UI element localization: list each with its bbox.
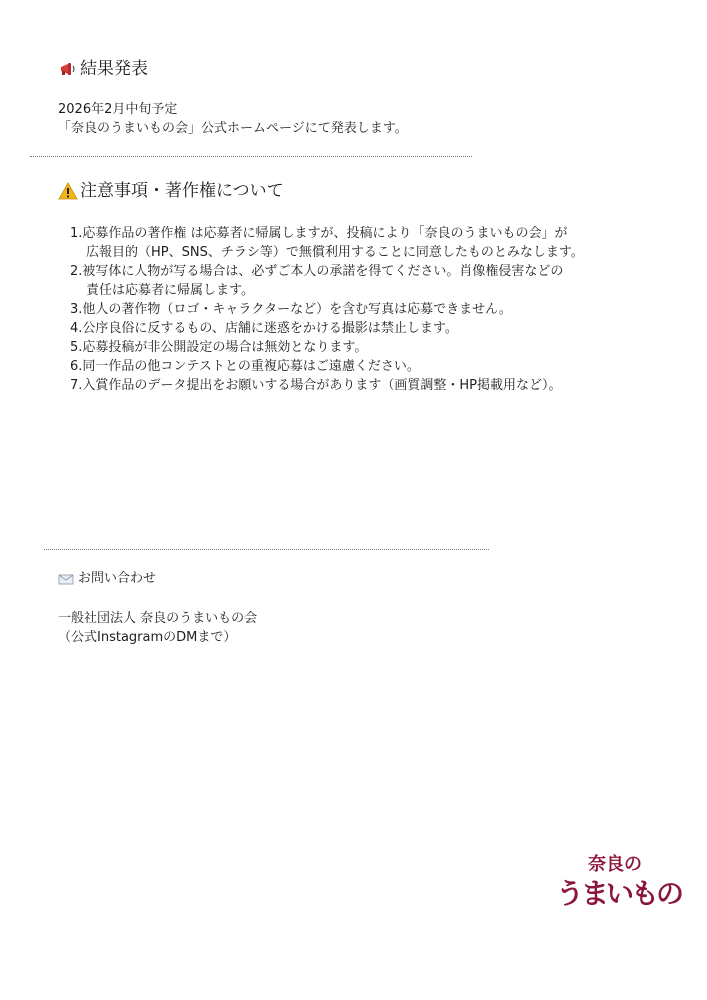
list-item-continuation: 広報目的（HP、SNS、チラシ等）で無償利用することに同意したものとみなします。 [86,245,584,260]
results-title: 結果発表 [80,59,148,79]
results-date: 2026年2月中旬予定 [58,102,178,117]
contact-heading [58,569,156,588]
notes-heading [58,180,284,202]
list-item-text: 1.応募作品の著作権 は応募者に帰属しますが、投稿により「奈良のうまいもの会」が [70,226,568,241]
list-item [70,262,584,300]
list-item [70,357,584,376]
notes-title: 注意事項・著作権について [80,181,284,201]
list-item-text: 5.応募投稿が非公開設定の場合は無効となります。 [70,340,368,355]
list-item-text: 2.被写体に人物が写る場合は、必ずご本人の承諾を得てください。肖像権侵害などの [70,264,564,279]
logo-text-top: 奈良の [588,854,642,875]
megaphone-icon [58,59,78,79]
contact-note: （公式InstagramのDMまで） [58,630,237,645]
results-detail: 「奈良のうまいもの会」公式ホームページにて発表します。 [58,121,408,136]
list-item-text: 3.他人の著作物（ロゴ・キャラクターなど）を含む写真は応募できません。 [70,302,512,317]
list-item-text: 6.同一作品の他コンテストとの重複応募はご遠慮ください。 [70,359,420,374]
warning-icon [58,181,78,201]
list-item [70,376,584,395]
contact-organization: 一般社団法人 奈良のうまいもの会 [58,611,258,626]
brand-logo [554,848,682,910]
list-item-text: 7.入賞作品のデータ提出をお願いする場合があります（画質調整・HP掲載用など）。 [70,378,562,393]
envelope-icon [58,571,74,587]
list-item [70,224,584,262]
notes-list [70,224,584,395]
list-item [70,319,584,338]
logo-text-bottom: うまいもの [556,877,682,910]
list-item [70,338,584,357]
list-item-continuation: 責任は応募者に帰属します。 [86,283,254,298]
list-item-text: 4.公序良俗に反するもの、店舗に迷惑をかける撮影は禁止します。 [70,321,458,336]
contact-title: お問い合わせ [78,571,157,586]
list-item [70,300,584,319]
divider [30,156,472,157]
divider [44,549,489,550]
results-heading [58,58,148,80]
